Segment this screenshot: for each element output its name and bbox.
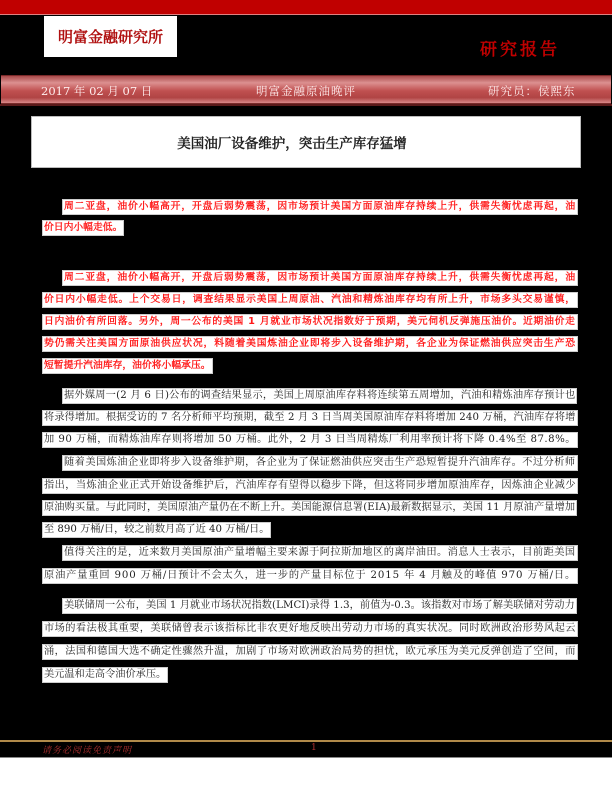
title-box [31,116,581,168]
summary-line: 周二亚盘，油价小幅高开，开盘后弱势震荡，因市场预计美国方面原油库存持续上升，供需失衡忧虑再起，油 [62,199,578,215]
body-line: 随着美国炼油企业即将步入设备维护期，各企业为了保证燃油供应突击生产恐短暂提升汽油库存。不过分析师 [62,455,578,471]
analyst-name: 研究员：侯熙东 [488,84,576,98]
body-line: 将录得增加。根据受访的 7 名分析师平均预期，截至 2 月 3 日当周美国原油库存料将增加 240 万桶，汽油库存将增 [42,410,578,426]
header-red-bar [0,0,612,15]
body-line: 指出，当炼油企业正式开始设备维护后，汽油库存有望得以稳步下降，但这将同步增加原油库存，因炼油企业减少 [42,478,578,494]
report-type-label: 研究报告 [480,40,560,60]
summary-line: 价日内小幅走低。 [42,220,124,236]
body-line: 原油购买量。与此同时，美国原油产量仍在不断上升。美国能源信息署(EIA)最新数据显示，美国 11 月原油产量增加 [42,500,577,516]
body-line: 加 90 万桶，而精炼油库存则将增加 50 万桶。此外，2 月 3 日当周精炼厂利用率预计将下降 0.4%至 87.8%。 [42,432,578,448]
body-line: 市场的看法极其重要，美联储曾表示该指标比非农更好地反映出劳动力市场的真实状况。同时欧洲政治形势风起云 [42,621,578,637]
band-divider [0,104,612,106]
body-line: 据外媒周一(2 月 6 日)公布的调查结果显示，美国上周原油库存料将连续第五周增加，汽油和精炼油库存预计也 [62,388,577,404]
info-band [1,75,611,104]
body-line: 原油产量重回 900 万桶/日预计不会太久，进一步的产量目标位于 2015 年 4 月触及的峰值 970 万桶/日。 [42,568,578,584]
report-series: 明富金融原油晚评 [256,84,356,98]
page-number: 1 [311,743,317,753]
footer-bottom-rule [0,757,612,758]
body-line: 涌，法国和德国大选不确定性骤然升温，加剧了市场对欧洲政治局势的担忧，欧元承压为美元反弹创造了空间，而 [42,644,578,660]
logo-text: 明富金融研究所 [57,28,163,46]
footer-divider [0,740,612,742]
body-line: 至 890 万桶/日，较之前数月高了近 40 万桶/日。 [42,522,271,538]
highlight-line: 短暂提升汽油库存，油价将小幅承压。 [42,358,213,374]
highlight-line: 势仍需关注美国方面原油供应状况，料随着美国炼油企业即将步入设备维护期，各企业为保证燃油供应突击生产恐 [42,336,578,352]
highlight-line: 周二亚盘，油价小幅高开，开盘后弱势震荡，因市场预计美国方面原油库存持续上升，供需失衡忧虑再起，油 [62,270,578,286]
highlight-line: 价日内小幅走低。上个交易日，调查结果显示美国上周原油、汽油和精炼油库存均有所上升，市场多头交易谨慎， [42,292,578,308]
logo [44,16,177,57]
body-line: 美元温和走高令油价承压。 [42,667,168,683]
highlight-line: 日内油价有所回落。另外，周一公布的美国 1 月就业市场状况指数好于预期，美元伺机反弹施压油价。近期油价走 [42,314,578,330]
report-date: 2017 年 02 月 07 日 [41,84,153,98]
body-line: 美联储周一公布，美国 1 月就业市场状况指数(LMCI)录得 1.3，前值为-0.3。该指数对市场了解美联储对劳动力 [62,598,577,614]
body-line: 值得关注的是，近来数月美国原油产量增幅主要来源于阿拉斯加地区的离岸油田。消息人士表示，目前距美国 [62,545,578,561]
page-title: 美国油厂设备维护，突击生产库存猛增 [177,136,407,152]
footer-disclaimer-link[interactable]: 请务必阅读免责声明 [42,746,133,756]
